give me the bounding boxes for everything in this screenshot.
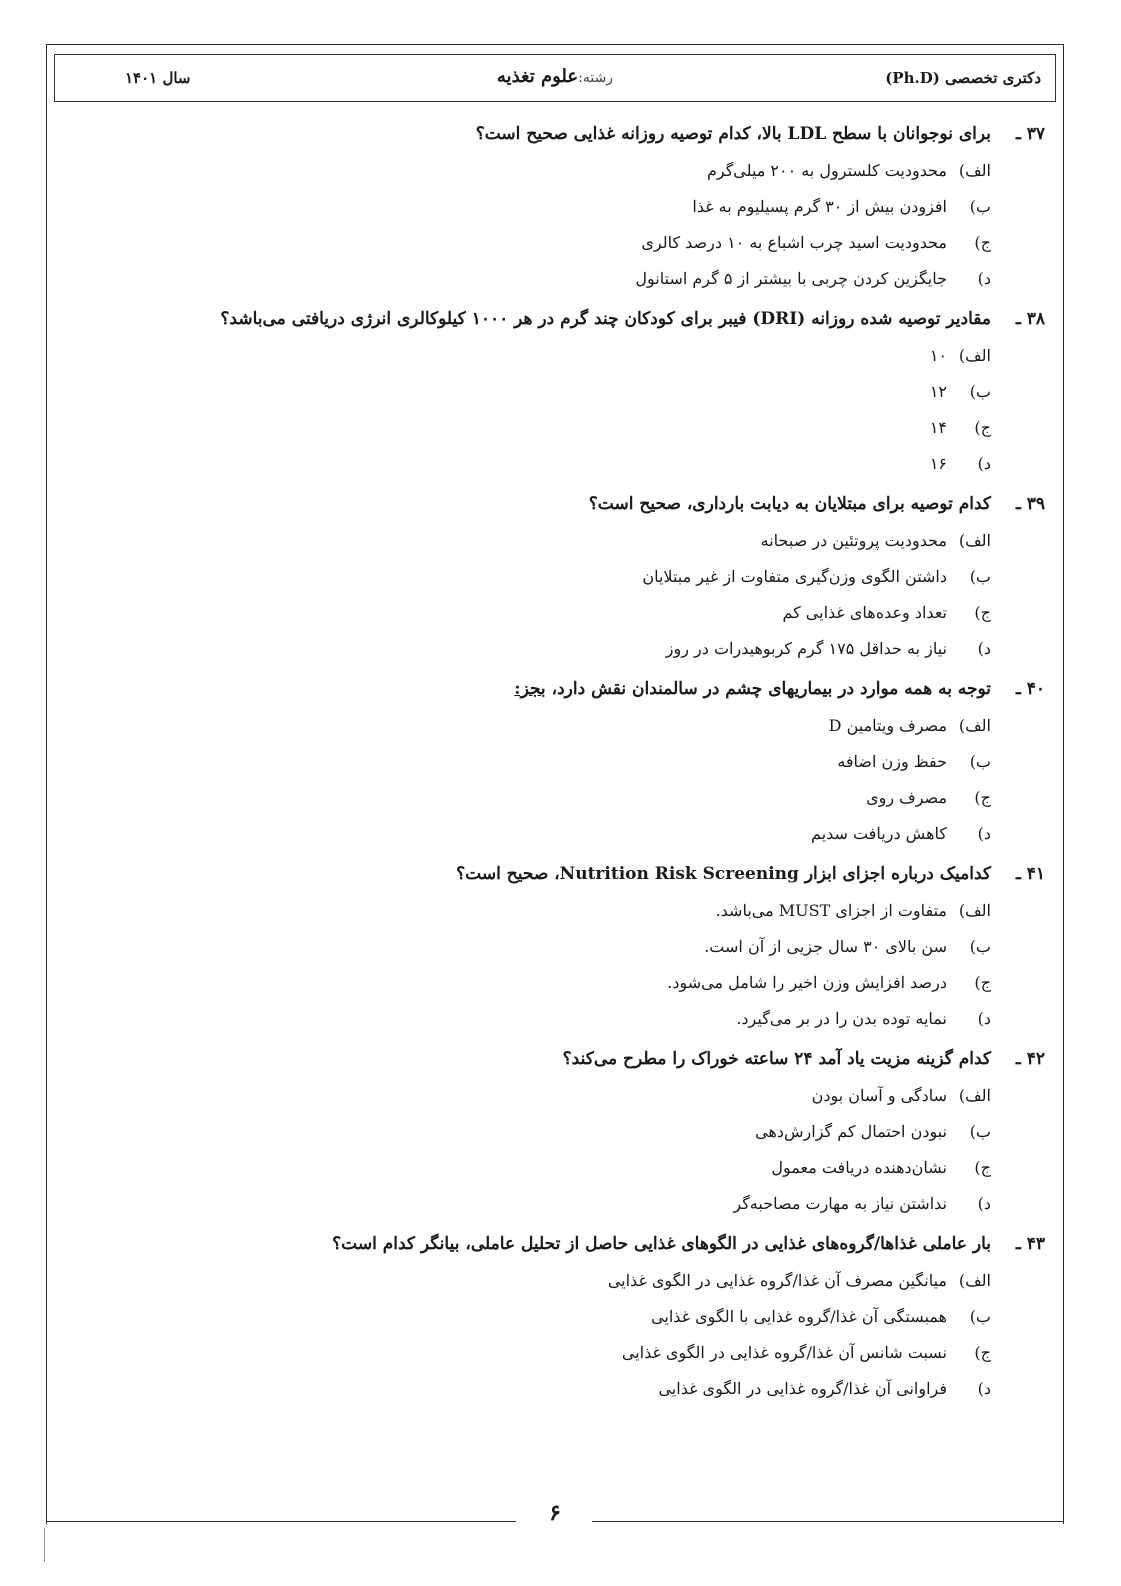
field-label: رشته:	[578, 70, 614, 86]
option-text: نداشتن نیاز به مهارت مصاحبه‌گر	[733, 1194, 947, 1213]
exam-header	[54, 54, 1056, 102]
option-letter: د)	[977, 1194, 991, 1213]
option-text: متفاوت از اجزای MUST می‌باشد.	[715, 901, 947, 920]
option-text: ۱۶	[929, 454, 947, 473]
question-42	[85, 1041, 1045, 1222]
option-item	[85, 1114, 1045, 1150]
option-item	[85, 1186, 1045, 1222]
option-item	[85, 446, 1045, 482]
option-letter: ج)	[974, 1158, 991, 1177]
option-text: درصد افزایش وزن اخیر را شامل می‌شود.	[667, 973, 947, 992]
option-letter: ج)	[974, 603, 991, 622]
option-item	[85, 261, 1045, 297]
question-number: ۳۹ ـ	[1015, 494, 1045, 514]
option-letter: الف)	[958, 346, 991, 365]
question-text: کدام گزینه مزیت یاد آمد ۲۴ ساعته خوراک را مطرح می‌کند؟	[562, 1049, 991, 1069]
option-text: میانگین مصرف آن غذا/گروه غذایی در الگوی غذایی	[607, 1271, 947, 1290]
option-item	[85, 1001, 1045, 1037]
field-title	[55, 66, 1055, 87]
question-list	[85, 116, 1045, 1407]
option-text: نبودن احتمال کم گزارش‌دهی	[755, 1122, 947, 1141]
option-letter: ج)	[974, 1343, 991, 1362]
option-text: نسبت شانس آن غذا/گروه غذایی در الگوی غذایی	[621, 1343, 947, 1362]
option-item	[85, 559, 1045, 595]
question-number: ۴۳ ـ	[1015, 1234, 1045, 1254]
question-text: کدام توصیه برای مبتلایان به دیابت بارداری، صحیح است؟	[588, 494, 991, 514]
option-letter: د)	[977, 639, 991, 658]
option-letter: الف)	[958, 716, 991, 735]
option-item	[85, 1150, 1045, 1186]
option-letter: ج)	[974, 418, 991, 437]
option-letter: ب)	[969, 382, 991, 401]
option-text: فراوانی آن غذا/گروه غذایی در الگوی غذایی	[658, 1379, 947, 1398]
option-text: نمایه توده بدن را در بر می‌گیرد.	[736, 1009, 947, 1028]
option-item	[85, 1078, 1045, 1114]
question-text: بار عاملی غذاها/گروه‌های غذایی در الگوهای غذایی حاصل از تحلیل عاملی، بیانگر کدام است؟	[332, 1234, 991, 1254]
page-number: ۶	[549, 1500, 561, 1526]
option-item	[85, 225, 1045, 261]
option-letter: د)	[977, 1379, 991, 1398]
option-item	[85, 374, 1045, 410]
option-letter: ب)	[969, 1122, 991, 1141]
option-text: همبستگی آن غذا/گروه غذایی با الگوی غذایی	[651, 1307, 947, 1326]
option-letter: ب)	[969, 1307, 991, 1326]
option-item	[85, 153, 1045, 189]
option-text: محدودیت اسید چرب اشباع به ۱۰ درصد کالری	[641, 233, 947, 252]
question-number: ۳۸ ـ	[1015, 309, 1045, 329]
question-38	[85, 301, 1045, 482]
option-item	[85, 189, 1045, 225]
question-39	[85, 486, 1045, 667]
option-item	[85, 523, 1045, 559]
option-text: داشتن الگوی وزن‌گیری متفاوت از غیر مبتلایان	[642, 567, 947, 586]
field-value: علوم تغذیه	[496, 66, 579, 87]
question-number: ۴۰ ـ	[1015, 679, 1045, 699]
option-item	[85, 816, 1045, 852]
option-letter: الف)	[958, 531, 991, 550]
option-item	[85, 965, 1045, 1001]
option-letter: د)	[977, 269, 991, 288]
option-letter: ج)	[974, 233, 991, 252]
option-item	[85, 338, 1045, 374]
question-text: کدامیک درباره اجزای ابزار Nutrition Risk Screening، صحیح است؟	[456, 864, 991, 884]
question-text	[514, 671, 991, 708]
option-text: افزودن بیش از ۳۰ گرم پسیلیوم به غذا	[692, 197, 947, 216]
option-item	[85, 410, 1045, 446]
option-letter: د)	[977, 824, 991, 843]
option-text: محدودیت کلسترول به ۲۰۰ میلی‌گرم	[706, 161, 947, 180]
option-item	[85, 1299, 1045, 1335]
question-text-main: توجه به همه موارد در بیماریهای چشم در سالمندان نقش دارد،	[551, 679, 991, 699]
option-item	[85, 1371, 1045, 1407]
option-letter: د)	[977, 454, 991, 473]
option-text: جایگزین کردن چربی با بیشتر از ۵ گرم استانول	[635, 269, 947, 288]
option-item	[85, 893, 1045, 929]
option-letter: الف)	[958, 901, 991, 920]
question-text-underlined: بجز:	[514, 679, 546, 699]
option-letter: ب)	[969, 197, 991, 216]
option-item	[85, 631, 1045, 667]
option-letter: الف)	[958, 1271, 991, 1290]
option-letter: ب)	[969, 752, 991, 771]
option-text: مصرف روی	[866, 788, 947, 807]
exam-year: سال ۱۴۰۱	[125, 69, 191, 87]
option-item	[85, 744, 1045, 780]
question-text: برای نوجوانان با سطح LDL بالا، کدام توصیه روزانه غذایی صحیح است؟	[475, 124, 991, 144]
option-letter: ج)	[974, 788, 991, 807]
option-letter: الف)	[958, 161, 991, 180]
option-item	[85, 929, 1045, 965]
option-letter: د)	[977, 1009, 991, 1028]
question-40	[85, 671, 1045, 852]
option-text: ۱۴	[929, 418, 947, 437]
option-letter: ب)	[969, 937, 991, 956]
option-letter: ب)	[969, 567, 991, 586]
option-item	[85, 1335, 1045, 1371]
option-item	[85, 1263, 1045, 1299]
option-text: ۱۲	[929, 382, 947, 401]
scan-edge-mark	[44, 1528, 45, 1562]
question-text: مقادیر توصیه شده روزانه (DRI) فیبر برای کودکان چند گرم در هر ۱۰۰۰ کیلوکالری انرژی دریافتی می‌باشد؟	[220, 309, 991, 329]
option-item	[85, 595, 1045, 631]
footer-divider-left	[46, 1521, 516, 1522]
footer-divider-right	[592, 1521, 1064, 1522]
degree-label: دکتری تخصصی (Ph.D)	[885, 69, 1041, 87]
option-text: سن بالای ۳۰ سال جزیی از آن است.	[704, 937, 947, 956]
option-letter: ج)	[974, 973, 991, 992]
question-43	[85, 1226, 1045, 1407]
question-number: ۴۲ ـ	[1015, 1049, 1045, 1069]
question-37	[85, 116, 1045, 297]
option-text: نشان‌دهنده دریافت معمول	[771, 1158, 947, 1177]
option-text: نیاز به حداقل ۱۷۵ گرم کربوهیدرات در روز	[665, 639, 947, 658]
option-text: سادگی و آسان بودن	[811, 1086, 947, 1105]
option-letter: الف)	[958, 1086, 991, 1105]
option-item	[85, 708, 1045, 744]
option-item	[85, 780, 1045, 816]
question-number: ۴۱ ـ	[1015, 864, 1045, 884]
option-text: کاهش دریافت سدیم	[811, 824, 947, 843]
question-41	[85, 856, 1045, 1037]
option-text: محدودیت پروتئین در صبحانه	[760, 531, 947, 550]
question-number: ۳۷ ـ	[1015, 124, 1045, 144]
option-text: مصرف ویتامین D	[828, 716, 947, 735]
option-text: ۱۰	[929, 346, 947, 365]
option-text: حفظ وزن اضافه	[837, 752, 947, 771]
option-text: تعداد وعده‌های غذایی کم	[782, 603, 947, 622]
